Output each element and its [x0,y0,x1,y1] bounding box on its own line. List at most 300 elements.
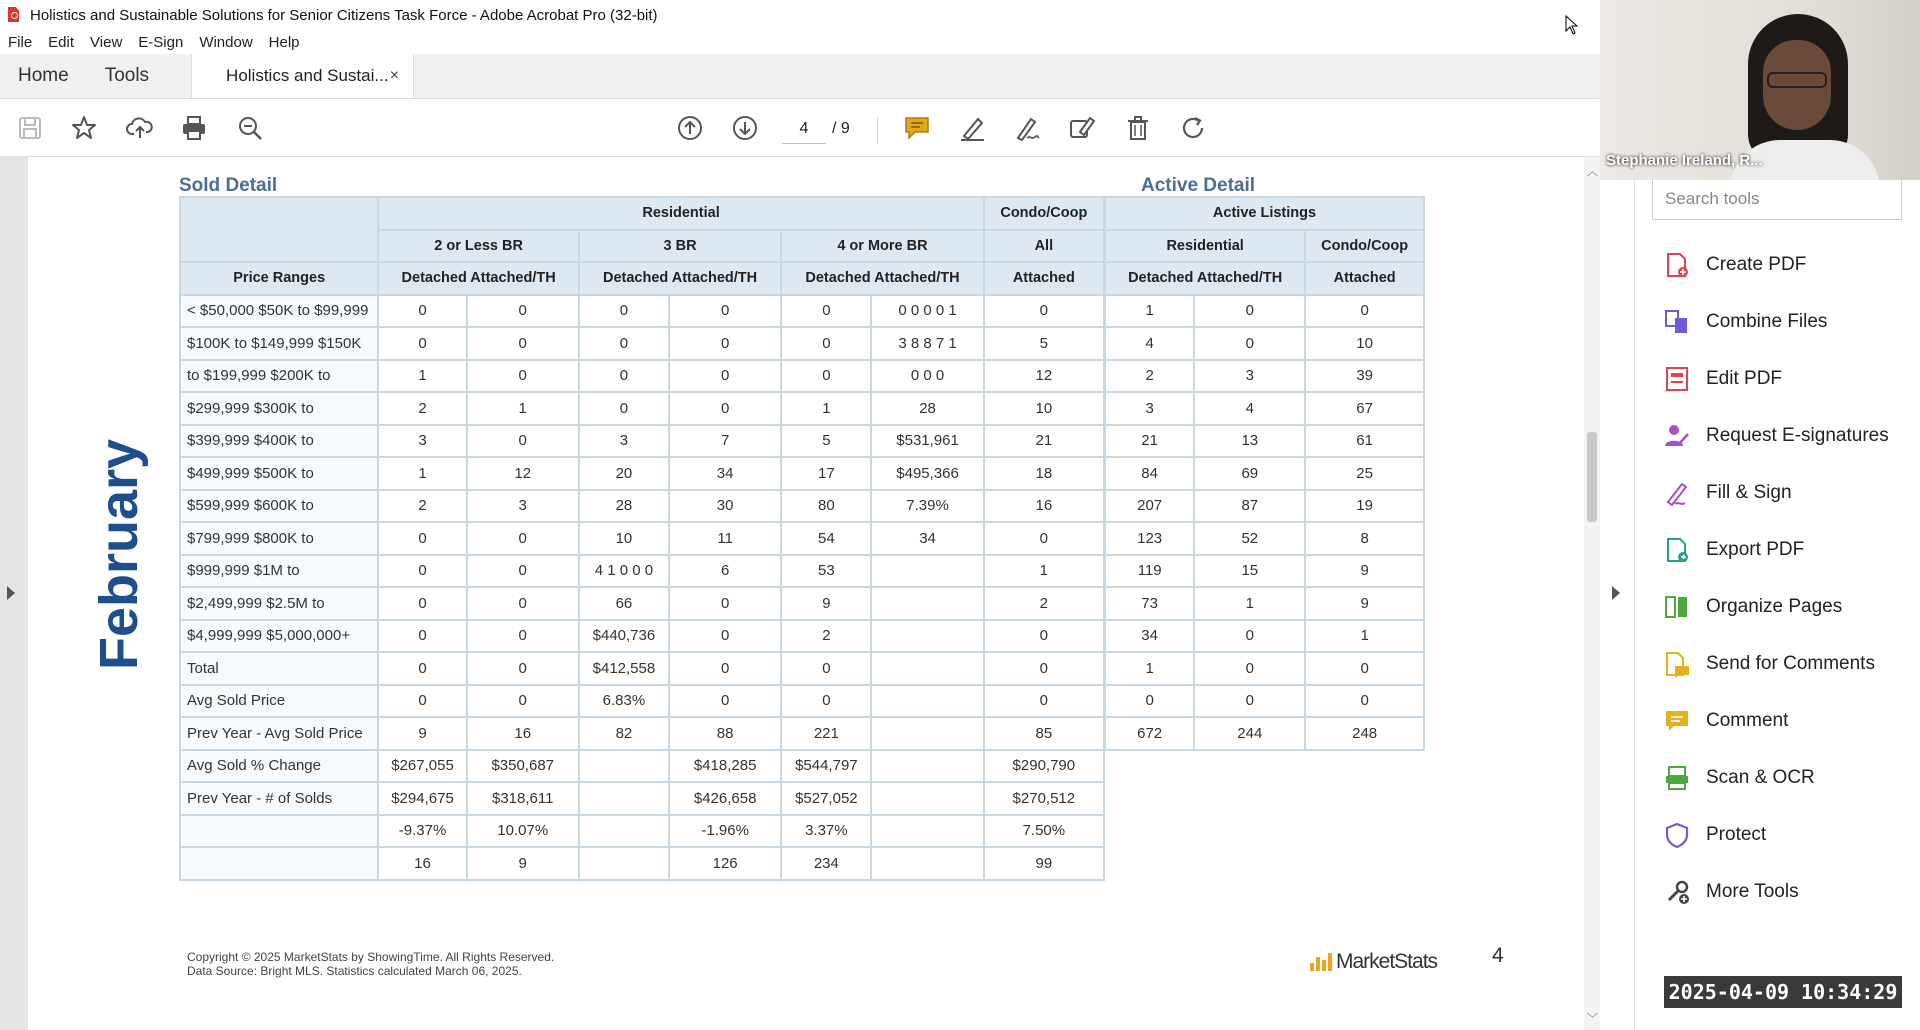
table-cell: 0 [781,295,871,328]
table-cell: 4 [1105,327,1194,360]
timestamp-overlay: 2025-04-09 10:34:29 [1664,976,1902,1008]
table-cell: 80 [781,490,871,523]
stamp-edit-icon[interactable] [1066,112,1098,144]
menu-file[interactable]: File [8,33,33,51]
table-cell: 3.37% [781,815,871,848]
table-cell: 1 [467,392,579,425]
table-row [180,847,1104,880]
table-cell: 18 [984,457,1104,490]
copyright-footer [187,950,554,978]
tool-label: Edit PDF [1706,368,1783,389]
table-cell: $531,961 [871,425,983,458]
table-cell: 88 [669,717,781,750]
table-cell: 123 [1105,522,1194,555]
table-cell: 10 [579,522,669,555]
table-cell: 0 [781,327,871,360]
tool-label: Scan & OCR [1706,767,1815,788]
page-total: / 9 [832,120,850,137]
tool-create-pdf[interactable] [1662,245,1806,285]
menu-esign[interactable]: E-Sign [138,33,184,51]
table-cell: 85 [984,717,1104,750]
organize-pages-icon [1662,592,1692,622]
table-row [180,327,1104,360]
table-row [1105,295,1424,328]
bookmark-star-icon[interactable] [68,112,100,144]
more-tools-icon [1662,877,1692,907]
table-cell: 0 [579,392,669,425]
table-cell: $418,285 [669,750,781,783]
table-cell: 10 [1305,327,1424,360]
row-label [180,815,378,848]
table-cell [871,815,983,848]
table-row [1105,620,1424,653]
table-cell: 2 [378,490,466,523]
table-cell: -9.37% [378,815,466,848]
table-cell: 0 [781,360,871,393]
table-cell: 5 [984,327,1104,360]
tool-send-for-comments[interactable] [1662,644,1875,684]
table-cell: 1 [1105,652,1194,685]
table-row [180,425,1104,458]
comment-icon[interactable] [901,112,933,144]
table-cell: 3 [1105,392,1194,425]
menu-view[interactable]: View [90,33,123,51]
vertical-scrollbar[interactable] [1584,157,1600,1030]
row-label: Avg Sold Price [180,685,378,718]
table-cell: 119 [1105,555,1194,588]
acrobat-icon [6,6,22,24]
table-cell: 0 [669,620,781,653]
table-cell [871,555,983,588]
export-pdf-icon [1662,535,1692,565]
table-cell: 28 [579,490,669,523]
header-detached-attached: Detached Attached/TH [781,262,983,295]
header-detached-attached: Detached Attached/TH [378,262,578,295]
table-cell: $290,790 [984,750,1104,783]
table-cell: $294,675 [378,782,466,815]
table-cell [871,717,983,750]
table-cell [871,847,983,880]
table-row [180,717,1104,750]
table-cell [871,750,983,783]
expand-left-icon[interactable] [7,586,15,600]
table-row [1105,587,1424,620]
table-cell: 10.07% [467,815,579,848]
table-cell: 0 [669,652,781,685]
table-cell: 54 [781,522,871,555]
table-cell [871,652,983,685]
cloud-upload-icon[interactable] [124,112,156,144]
table-cell: 2 [781,620,871,653]
table-cell: 7.39% [871,490,983,523]
table-row [180,295,1104,328]
scan-ocr-icon [1662,763,1692,793]
tool-label: Send for Comments [1706,653,1875,674]
header-detached-attached: Detached Attached/TH [579,262,781,295]
table-cell: 0 [579,295,669,328]
table-row [1105,522,1424,555]
bar-chart-logo-icon [1310,953,1332,971]
tab-bar [0,54,1600,99]
tool-combine-files[interactable] [1662,302,1827,342]
tool-protect[interactable] [1662,815,1766,855]
tool-export-pdf[interactable] [1662,530,1804,570]
row-label: Prev Year - Avg Sold Price [180,717,378,750]
table-cell: 0 [467,685,579,718]
tool-label: Export PDF [1706,539,1805,560]
tool-more-tools[interactable] [1662,872,1799,912]
data-source-line: Data Source: Bright MLS. Statistics calculated March 06, 2025. [187,964,522,978]
menu-help[interactable]: Help [268,33,300,51]
table-cell: 2 [984,587,1104,620]
table-cell: 9 [1305,587,1424,620]
table-cell: 0 [984,522,1104,555]
page-number-footer: 4 [1492,944,1504,967]
row-label: $4,999,999 $5,000,000+ [180,620,378,653]
table-cell: 0 [467,425,579,458]
tab-tools[interactable]: Tools [104,65,150,86]
table-cell: 0 [467,327,579,360]
tool-label: More Tools [1706,881,1799,902]
tab-document-label: Holistics and Sustai... [226,66,389,85]
table-cell: 9 [467,847,579,880]
menu-window[interactable]: Window [199,33,253,51]
table-cell: 0 [669,327,781,360]
header-active-residential: Residential [1105,230,1305,263]
table-cell [871,587,983,620]
table-cell: 21 [1105,425,1194,458]
table-cell: 207 [1105,490,1194,523]
scroll-up-icon[interactable]: ︿ [1587,166,1598,178]
table-cell: 0 [1305,685,1424,718]
tool-label: Protect [1706,824,1767,845]
table-cell: 11 [669,522,781,555]
table-row [180,587,1104,620]
table-cell: $267,055 [378,750,466,783]
table-cell: 0 0 0 0 1 [871,295,983,328]
table-cell [871,620,983,653]
table-cell: 1 [984,555,1104,588]
tool-fill-sign[interactable] [1662,473,1792,513]
row-label: $999,999 $1M to [180,555,378,588]
table-cell: 0 [467,522,579,555]
page-number-input[interactable]: 4 [782,114,826,144]
table-cell: $270,512 [984,782,1104,815]
table-cell: 9 [378,717,466,750]
table-cell: 73 [1105,587,1194,620]
table-cell: 87 [1194,490,1305,523]
row-label [180,847,378,880]
table-row [1105,717,1424,750]
table-cell: 61 [1305,425,1424,458]
rotate-icon[interactable] [1177,112,1209,144]
delete-trash-icon[interactable] [1122,112,1154,144]
table-cell: 16 [467,717,579,750]
table-cell: 0 [1194,295,1305,328]
person-glasses [1767,72,1827,88]
table-cell: $527,052 [781,782,871,815]
table-cell: 66 [579,587,669,620]
table-cell: 6.83% [579,685,669,718]
table-cell: 0 [984,295,1104,328]
request-esignatures-icon [1662,421,1692,451]
table-cell: 30 [669,490,781,523]
table-cell: 1 [1305,620,1424,653]
save-icon[interactable] [14,112,46,144]
table-cell: 39 [1305,360,1424,393]
table-cell [579,815,669,848]
header-3-br: 3 BR [579,230,781,263]
table-row [1105,685,1424,718]
tool-organize-pages[interactable] [1662,587,1842,627]
table-cell: 0 0 0 [871,360,983,393]
next-page-icon[interactable] [729,112,761,144]
title-bar [0,0,1600,30]
table-cell: 1 [1105,295,1194,328]
table-cell: 2 [1105,360,1194,393]
table-cell: 0 [378,327,466,360]
header-price-ranges: Price Ranges [180,262,378,295]
header-all: All [984,230,1104,263]
row-label: $299,999 $300K to [180,392,378,425]
webcam-video [1600,0,1920,180]
table-cell: 1 [378,360,466,393]
row-label: $799,999 $800K to [180,522,378,555]
header-active-detached-attached: Detached Attached/TH [1105,262,1305,295]
table-row [180,750,1104,783]
table-row [1105,555,1424,588]
table-cell: 10 [984,392,1104,425]
table-cell: 16 [984,490,1104,523]
table-cell: 244 [1194,717,1305,750]
table-cell: 0 [467,587,579,620]
search-tools-input[interactable]: Search tools [1652,178,1902,220]
row-label: $2,499,999 $2.5M to [180,587,378,620]
table-cell: 28 [871,392,983,425]
tab-document[interactable] [191,54,414,98]
tool-scan-ocr[interactable] [1662,758,1815,798]
table-cell: 0 [984,685,1104,718]
close-icon[interactable]: × [389,67,400,84]
tool-edit-pdf[interactable] [1662,359,1782,399]
header-residential: Residential [378,197,983,230]
table-row [180,392,1104,425]
table-cell: 0 [669,587,781,620]
table-cell: 20 [579,457,669,490]
table-cell [871,782,983,815]
table-cell: 13 [1194,425,1305,458]
row-label: $599,999 $600K to [180,490,378,523]
table-cell: $426,658 [669,782,781,815]
table-cell: 19 [1305,490,1424,523]
table-cell: 82 [579,717,669,750]
table-row [1105,490,1424,523]
table-cell: 1 [781,392,871,425]
active-detail-heading: Active Detail [1141,175,1256,196]
header-2-or-less-br: 2 or Less BR [378,230,578,263]
tool-comment[interactable] [1662,701,1788,741]
table-cell: 69 [1194,457,1305,490]
active-table-body [1105,295,1424,750]
table-cell: 0 [1194,685,1305,718]
previous-page-icon[interactable] [674,112,706,144]
expand-right-icon[interactable] [1612,586,1620,600]
header-condo-coop: Condo/Coop [984,197,1104,230]
tool-label: Fill & Sign [1706,482,1792,503]
table-cell: 0 [781,685,871,718]
table-cell: 0 [984,620,1104,653]
table-cell: 0 [669,295,781,328]
table-cell: 0 [378,295,466,328]
table-cell: 4 [1194,392,1305,425]
toolbar-divider [877,116,878,144]
header-attached: Attached [984,262,1104,295]
table-row [180,652,1104,685]
sold-detail-table [179,196,1105,881]
header-active-condo-coop: Condo/Coop [1305,230,1424,263]
table-cell: $412,558 [579,652,669,685]
table-cell: $495,366 [871,457,983,490]
table-cell: 5 [781,425,871,458]
table-row [180,620,1104,653]
table-row [1105,425,1424,458]
copyright-line: Copyright © 2025 MarketStats by ShowingTime. All Rights Reserved. [187,950,555,964]
window-title: Holistics and Sustainable Solutions for Senior Citizens Task Force - Adobe Acrobat Pro (32-bit) [30,6,658,24]
table-row [180,360,1104,393]
sold-detail-heading: Sold Detail [179,175,278,196]
table-row [1105,360,1424,393]
table-cell: 99 [984,847,1104,880]
table-cell: 21 [984,425,1104,458]
table-cell: 52 [1194,522,1305,555]
table-cell: 0 [984,652,1104,685]
table-cell [579,750,669,783]
protect-icon [1662,820,1692,850]
table-cell: 9 [1305,555,1424,588]
table-cell: 15 [1194,555,1305,588]
active-detail-table [1104,196,1425,751]
table-row [180,815,1104,848]
table-cell: 12 [984,360,1104,393]
table-cell: $544,797 [781,750,871,783]
table-row [180,782,1104,815]
table-row [1105,652,1424,685]
table-cell [579,847,669,880]
table-cell: 126 [669,847,781,880]
table-cell: 0 [669,392,781,425]
table-cell: 3 [378,425,466,458]
table-cell: 0 [669,685,781,718]
month-label: February [89,438,149,670]
header-active-listings: Active Listings [1105,197,1424,230]
print-icon[interactable] [178,112,210,144]
table-cell: 9 [781,587,871,620]
table-cell: 3 [467,490,579,523]
table-cell: 0 [1194,620,1305,653]
table-row [1105,327,1424,360]
tool-request-esignatures[interactable] [1662,416,1889,456]
table-cell: 0 [467,360,579,393]
tool-label: Organize Pages [1706,596,1843,617]
header-4-or-more-br: 4 or More BR [781,230,983,263]
table-cell: 84 [1105,457,1194,490]
table-cell: 0 [669,360,781,393]
table-cell: 0 [1194,652,1305,685]
row-label: Avg Sold % Change [180,750,378,783]
table-cell: 7 [669,425,781,458]
table-cell: 0 [467,620,579,653]
table-cell: 234 [781,847,871,880]
tool-label: Combine Files [1706,311,1828,332]
row-label: < $50,000 $50K to $99,999 [180,295,378,328]
table-cell: 34 [669,457,781,490]
zoom-search-icon[interactable] [234,112,266,144]
table-cell: 0 [467,652,579,685]
table-cell: 0 [579,360,669,393]
table-row [180,457,1104,490]
table-cell: 2 [378,392,466,425]
table-cell: 34 [1105,620,1194,653]
table-cell: 1 [1194,587,1305,620]
send-for-comments-icon [1662,649,1692,679]
draw-sign-icon[interactable] [1011,112,1043,144]
table-row [1105,392,1424,425]
comment-tool-icon [1662,706,1692,736]
logo-text: MarketStats [1336,950,1438,973]
table-cell: 0 [378,555,466,588]
table-cell: 34 [871,522,983,555]
header-active-attached: Attached [1305,262,1424,295]
fill-sign-icon [1662,478,1692,508]
tool-label: Request E-signatures [1706,425,1889,446]
table-cell: 16 [378,847,466,880]
table-cell: 0 [467,555,579,588]
scroll-down-icon[interactable]: ﹀ [1587,1013,1598,1025]
table-cell: -1.96% [669,815,781,848]
tool-label: Create PDF [1706,254,1807,275]
table-row [180,490,1104,523]
table-cell: 248 [1305,717,1424,750]
row-label: to $199,999 $200K to [180,360,378,393]
table-cell: 0 [378,652,466,685]
table-cell: 0 [378,522,466,555]
table-cell: 25 [1305,457,1424,490]
menu-bar [0,30,308,54]
table-cell: 0 [1305,295,1424,328]
menu-edit[interactable]: Edit [48,33,75,51]
table-cell: 7.50% [984,815,1104,848]
edit-pdf-icon [1662,364,1692,394]
participant-name: Stephanie Ireland, R... [1606,152,1763,169]
table-cell: 1 [378,457,466,490]
table-cell: 0 [467,295,579,328]
table-row [180,685,1104,718]
header-blank [180,197,378,262]
table-row [180,522,1104,555]
table-cell: $440,736 [579,620,669,653]
highlight-pen-icon[interactable] [956,112,988,144]
table-cell: 17 [781,457,871,490]
table-cell: 8 [1305,522,1424,555]
row-label: Total [180,652,378,685]
table-cell: 6 [669,555,781,588]
tab-home[interactable]: Home [18,65,69,86]
table-cell: 672 [1105,717,1194,750]
table-cell: 3 [1194,360,1305,393]
table-cell [579,782,669,815]
scrollbar-thumb[interactable] [1587,432,1597,522]
row-label: Prev Year - # of Solds [180,782,378,815]
